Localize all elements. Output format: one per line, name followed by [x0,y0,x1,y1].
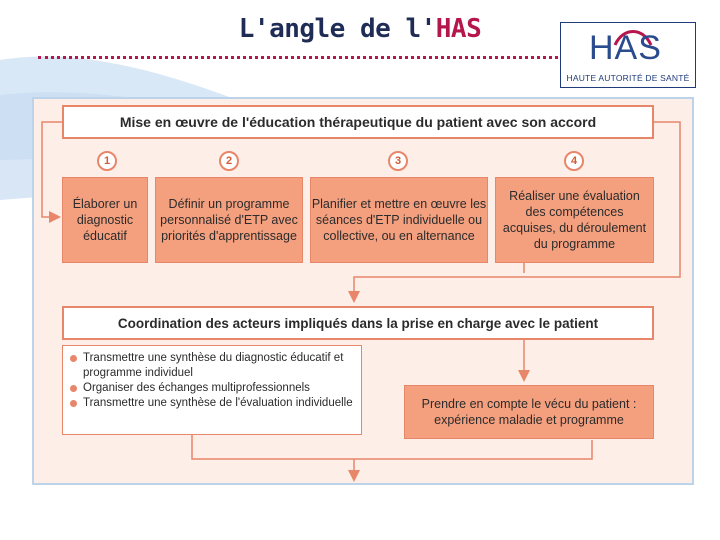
coordination-list [62,345,362,435]
list-item-text: Transmettre une synthèse du diagnostic éducatif et programme individuel [83,352,344,379]
coordination-box: Coordination des acteurs impliqués dans la prise en charge avec le patient [62,306,654,340]
logo-mark: HAS [589,29,662,67]
step-box-1: Élaborer un diagnostic éducatif [62,177,148,263]
bullet-icon [70,400,77,407]
step-number-3: 3 [388,151,408,171]
top-box: Mise en œuvre de l'éducation thérapeutique du patient avec son accord [62,105,654,139]
logo-subtitle: HAUTE AUTORITÉ DE SANTÉ [566,73,690,83]
bullet-icon [70,355,77,362]
step-box-3: Planifier et mettre en œuvre les séances d'ETP individuelle ou collective, ou en alternance [310,177,488,263]
title-prefix: L'angle de l' [238,14,436,44]
step-number-2: 2 [219,151,239,171]
vecu-box: Prendre en compte le vécu du patient : expérience maladie et programme [404,385,654,439]
list-item-text: Transmettre une synthèse de l'évaluation individuelle [83,397,353,409]
list-item-text: Organiser des échanges multiprofessionnels [83,382,310,394]
list-item [69,381,355,396]
list-item [69,396,355,411]
step-number-1: 1 [97,151,117,171]
list-item [69,351,355,381]
title-dotted-divider [38,56,558,59]
step-number-4: 4 [564,151,584,171]
step-box-2: Définir un programme personnalisé d'ETP avec priorités d'apprentissage [155,177,303,263]
bullet-icon [70,385,77,392]
title-highlight: HAS [435,14,482,44]
step-box-4: Réaliser une évaluation des compétences acquises, du déroulement du programme [495,177,654,263]
has-logo [560,22,696,88]
